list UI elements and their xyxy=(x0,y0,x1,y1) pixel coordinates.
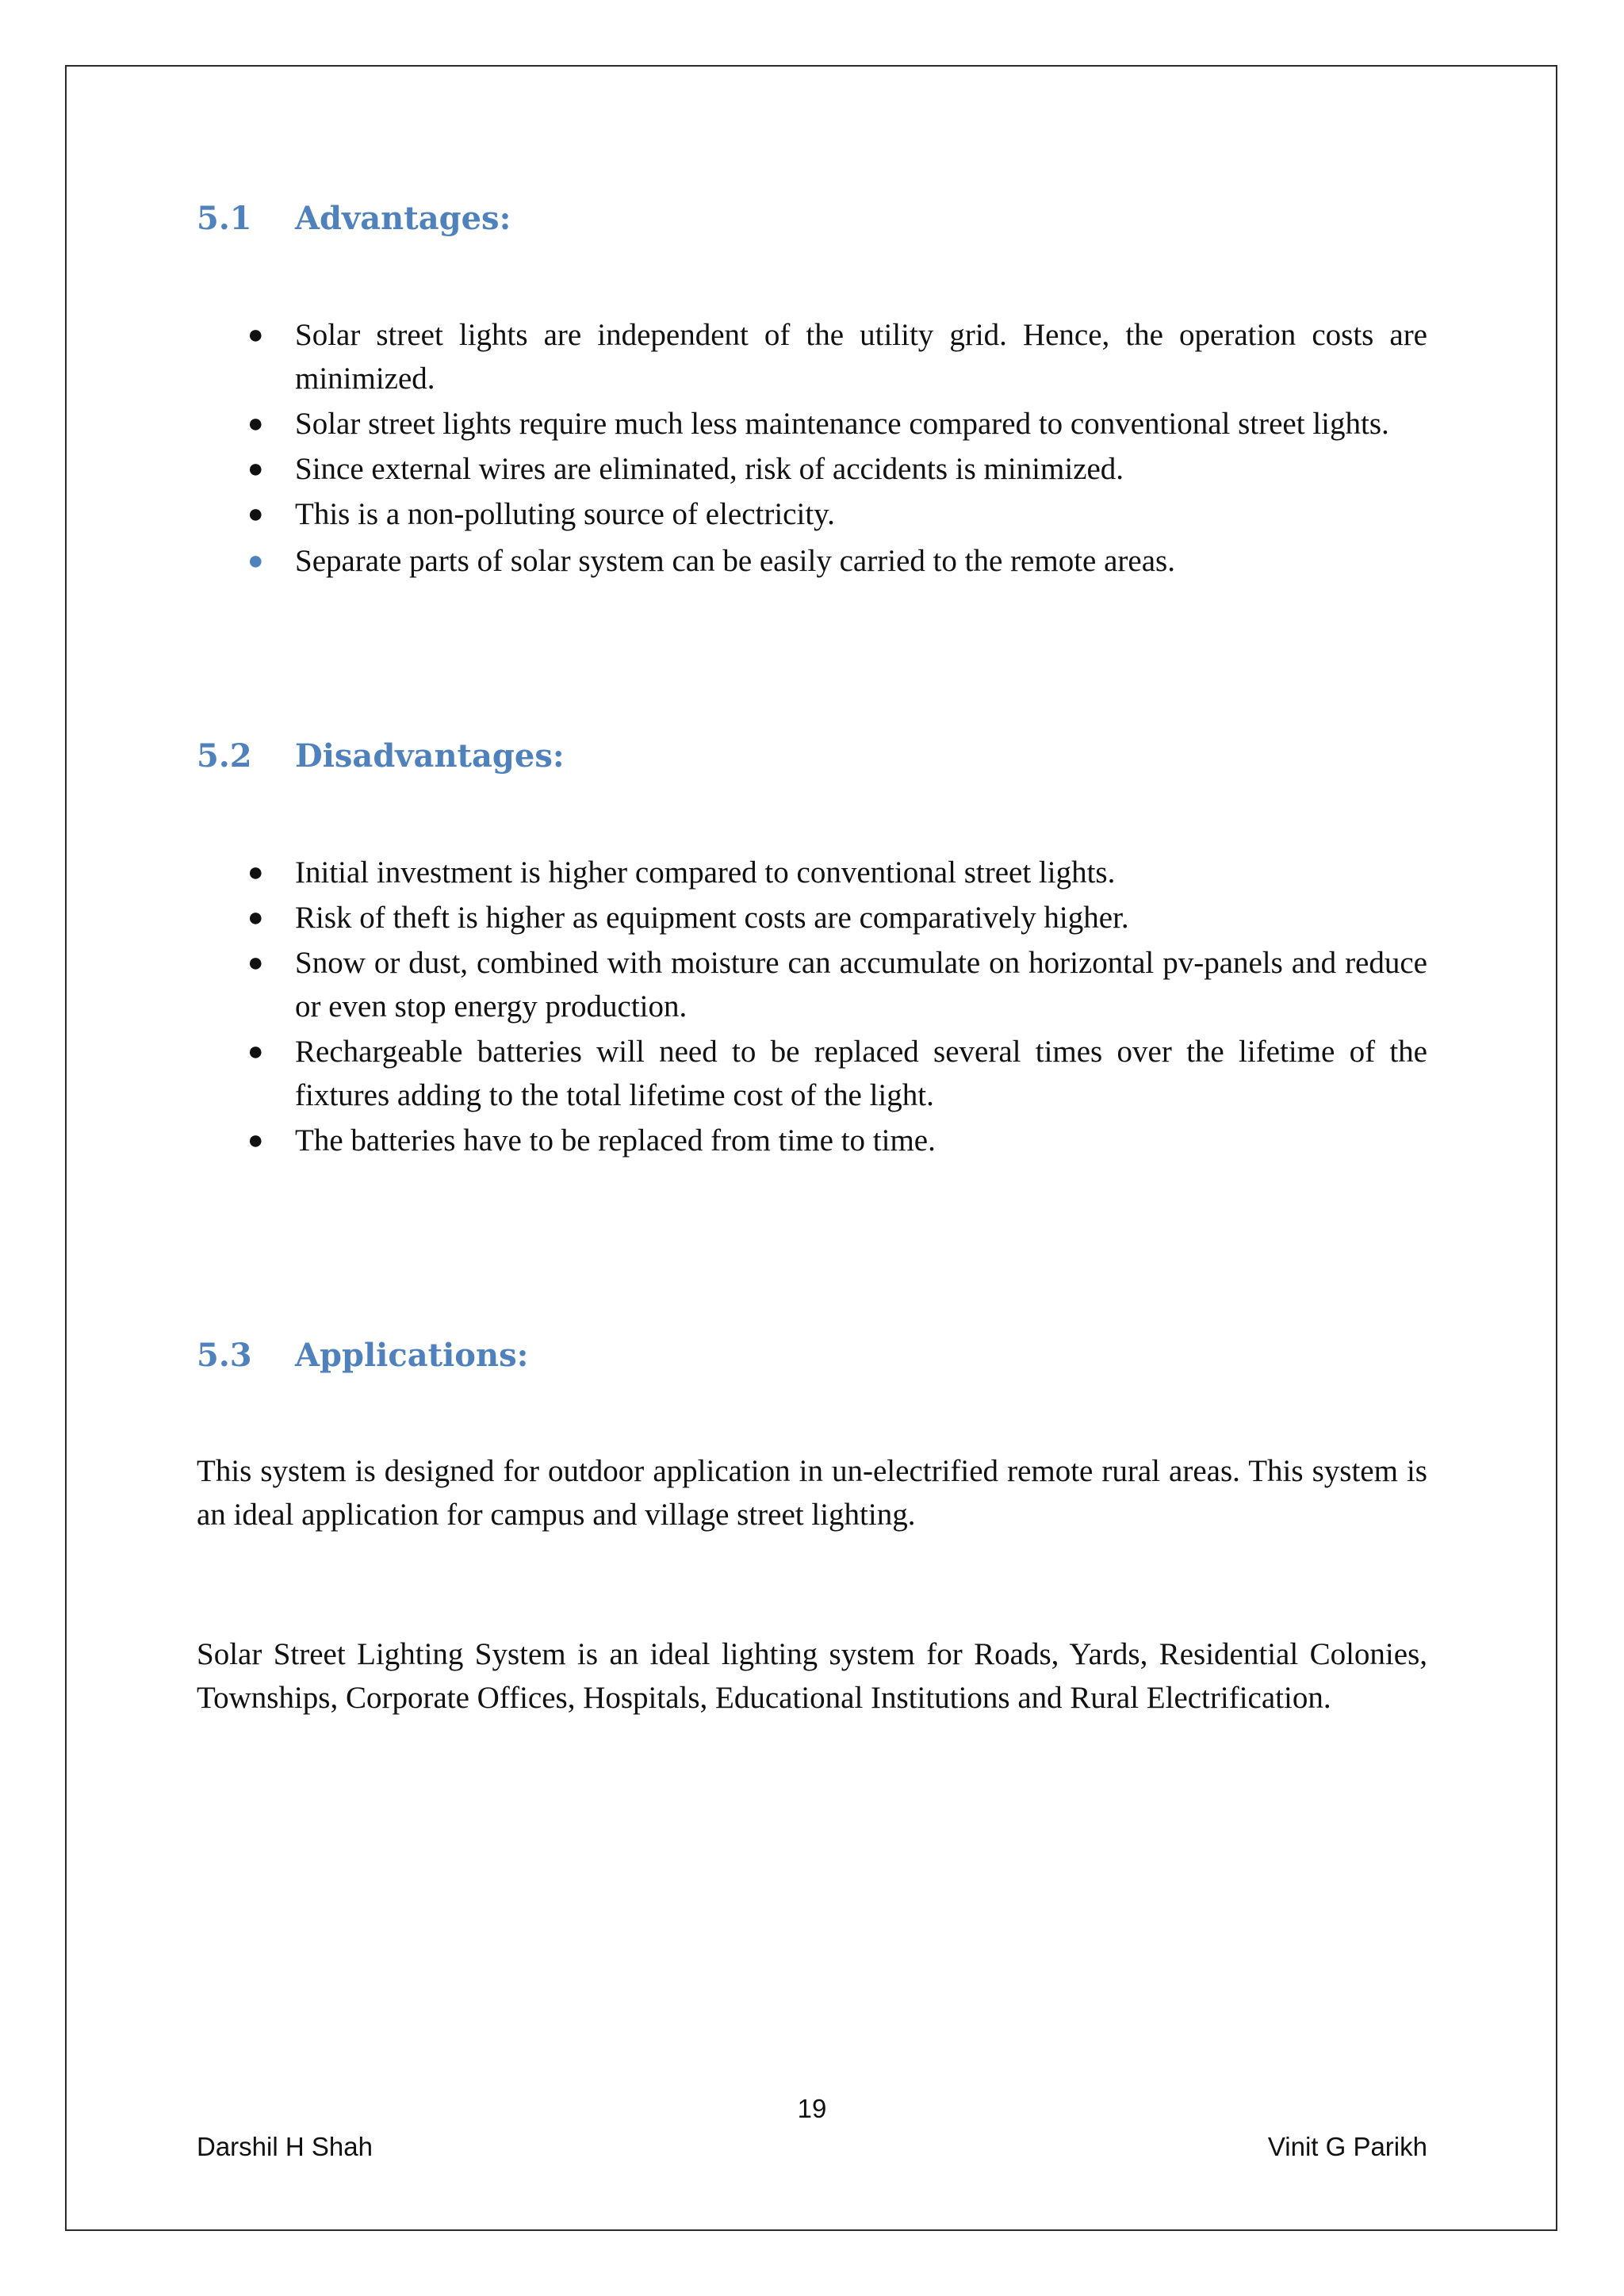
section-title: Disadvantages: xyxy=(295,737,565,775)
bullet-icon: ● xyxy=(247,454,264,484)
bullet-icon: ● xyxy=(247,903,264,932)
section-number: 5.3 xyxy=(197,1337,252,1374)
list-item: ● This is a non-polluting source of electricity. xyxy=(197,492,1427,536)
page-number: 19 xyxy=(797,2094,827,2123)
list-item: ● Since external wires are eliminated, risk of accidents is minimized. xyxy=(197,447,1427,491)
section-number: 5.2 xyxy=(197,737,252,775)
bullet-icon: ● xyxy=(247,1037,264,1066)
applications-paragraph-1: This system is designed for outdoor application in un-electrified remote rural areas. This system is an ideal application for campus and village street lighting. xyxy=(197,1454,1427,1532)
heading-advantages xyxy=(197,200,511,238)
section-title: Advantages: xyxy=(295,200,511,237)
heading-applications xyxy=(197,1337,528,1375)
list-item: ● Solar street lights require much less maintenance compared to conventional street lights. xyxy=(197,402,1427,446)
list-item: ● Initial investment is higher compared to conventional street lights. xyxy=(197,851,1427,894)
bullet-icon: ● xyxy=(247,320,264,350)
bullet-icon: ● xyxy=(247,948,264,978)
section-title: Applications: xyxy=(295,1337,529,1374)
advantages-list xyxy=(197,313,1427,584)
disadvantages-list xyxy=(197,851,1427,1164)
list-item: ● Separate parts of solar system can be easily carried to the remote areas. xyxy=(197,539,1427,583)
bullet-icon: ● xyxy=(247,409,264,438)
applications-paragraph-2: Solar Street Lighting System is an ideal lighting system for Roads, Yards, Residential Colonies, Townships, Corporate Offices, Hospitals, Educational Institutions and Rural Electrification. xyxy=(197,1637,1427,1715)
list-item: ● Solar street lights are independent of the utility grid. Hence, the operation costs are minimized. xyxy=(197,313,1427,400)
section-number: 5.1 xyxy=(197,200,252,237)
footer-right-author: Vinit G Parikh xyxy=(1267,2132,1427,2161)
list-item: ● Rechargeable batteries will need to be replaced several times over the lifetime of the fixtures adding to the total lifetime cost of the light. xyxy=(197,1030,1427,1117)
bullet-icon: ● xyxy=(247,858,264,887)
heading-disadvantages xyxy=(197,737,565,775)
list-item: ● Risk of theft is higher as equipment costs are comparatively higher. xyxy=(197,896,1427,939)
list-item: ● Snow or dust, combined with moisture can accumulate on horizontal pv-panels and reduce or even stop energy production. xyxy=(197,941,1427,1028)
bullet-icon: ● xyxy=(247,1126,264,1155)
bullet-icon: ● xyxy=(247,546,264,576)
footer-left-author: Darshil H Shah xyxy=(197,2132,373,2161)
list-item: ● The batteries have to be replaced from time to time. xyxy=(197,1119,1427,1162)
bullet-icon: ● xyxy=(247,499,264,529)
